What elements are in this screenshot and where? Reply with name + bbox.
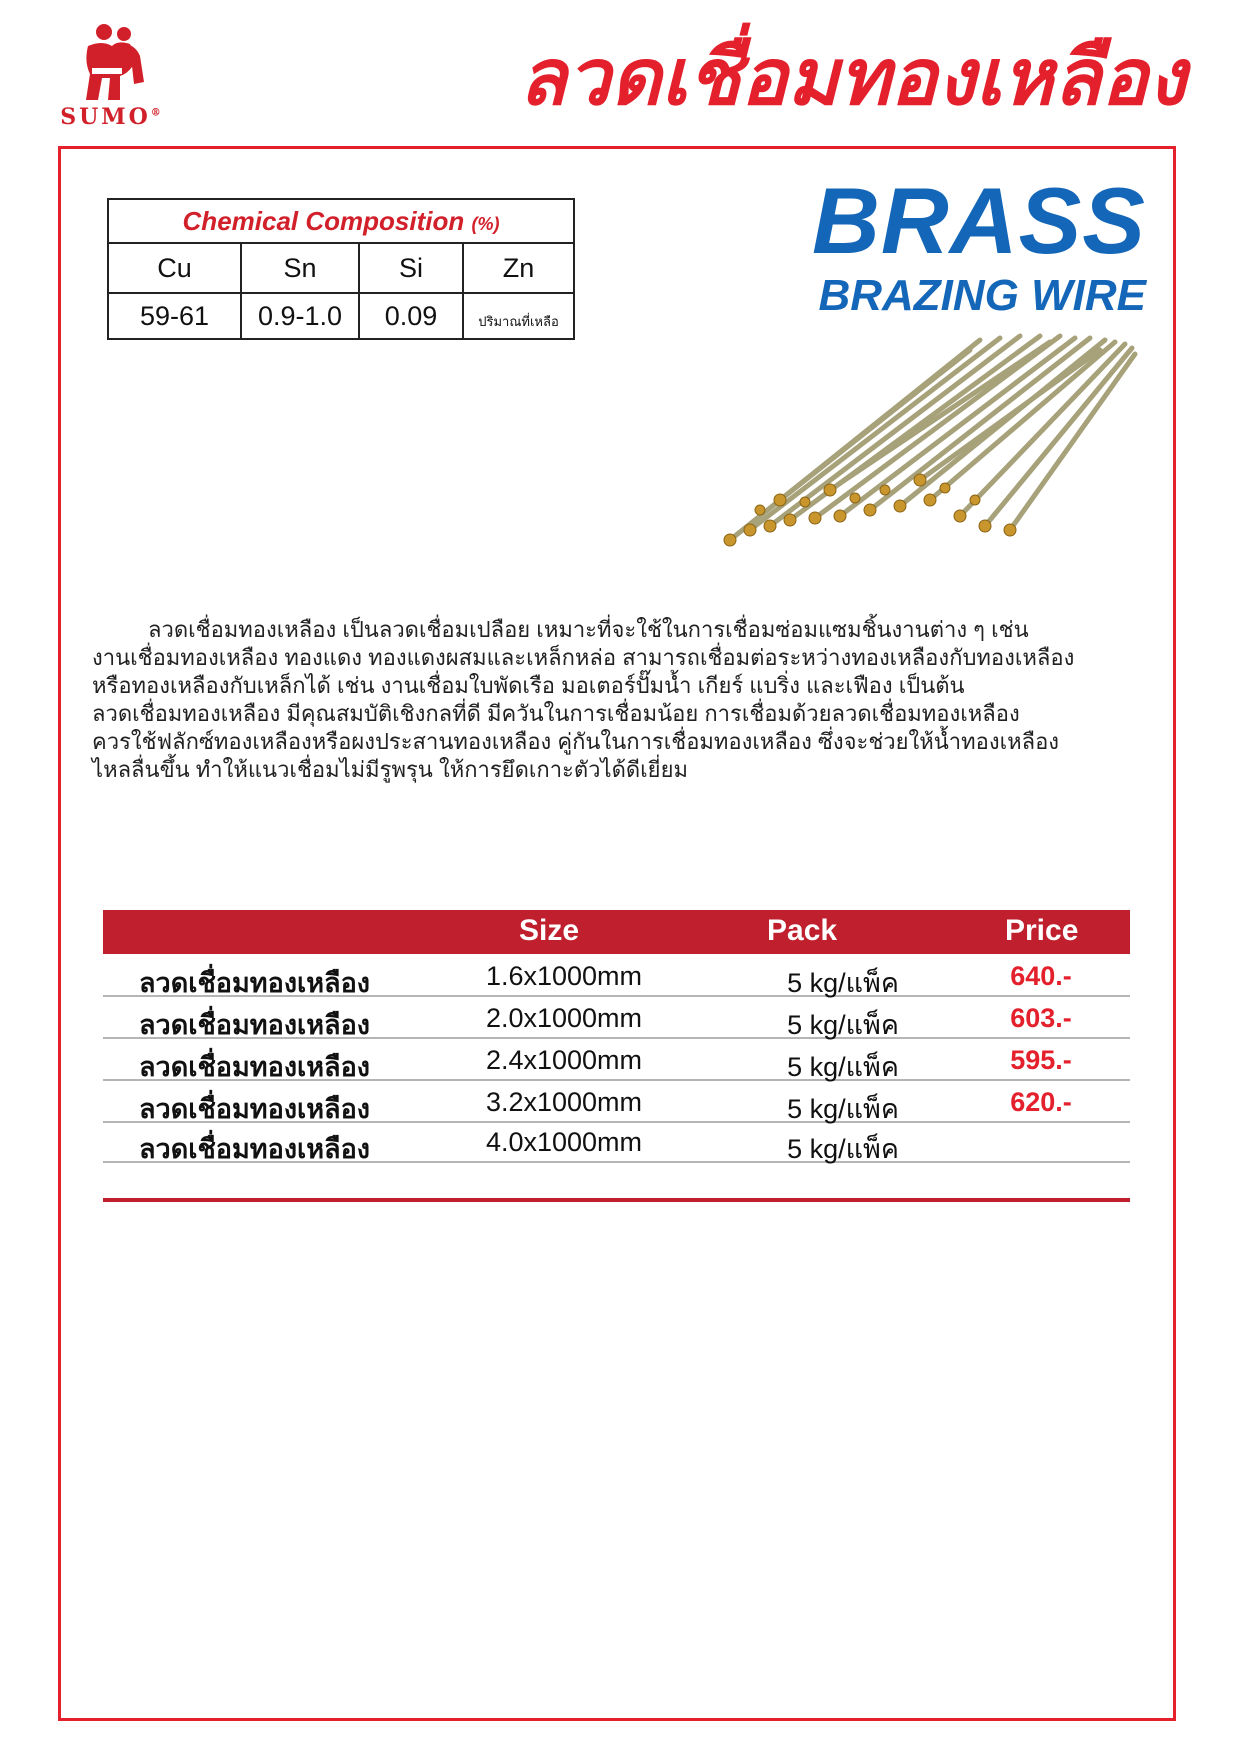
product-name: BRASS [811,168,1146,273]
description-line: งานเชื่อมทองเหลือง ทองแดง ทองแดงผสมและเหล็กหล่อ สามารถเชื่อมต่อระหว่างทองเหลืองกับทองเหลือง [92,645,1075,670]
pack-cell: 5 kg/แพ็ค [787,968,899,998]
size-cell: 3.2x1000mm [485,1087,643,1117]
header-zn: Zn [463,243,574,293]
description-line: ไหลลื่นขึ้น ทำให้แนวเชื่อมไม่มีรูพรุน ให้การยึดเกาะตัวได้ดีเยี่ยม [92,757,688,782]
composition-caption: Chemical Composition (%) [108,199,574,243]
page-title: ลวดเชื่อมทองเหลือง [518,33,1186,121]
pack-column-header: Pack [767,914,838,947]
table-footer-rule [103,1198,1130,1202]
pack-cell: 5 kg/แพ็ค [787,1134,899,1164]
header-si: Si [359,243,463,293]
value-sn: 0.9-1.0 [241,293,359,339]
value-cu: 59-61 [108,293,241,339]
table-row [103,1039,1130,1081]
description-line: หรือทองเหลืองกับเหล็กได้ เช่น งานเชื่อมใบพัดเรือ มอเตอร์ปั๊มน้ำ เกียร์ แบริ่ง และเฟือง เป็นต้น [92,673,965,698]
product-subtitle: BRAZING WIRE [818,271,1146,320]
pack-cell: 5 kg/แพ็ค [787,1094,899,1124]
price-cell: 640.- [1010,961,1072,991]
product-name-cell: ลวดเชื่อมทองเหลือง [139,968,370,998]
product-name-cell: ลวดเชื่อมทองเหลือง [139,1134,370,1164]
header-sn: Sn [241,243,359,293]
pack-cell: 5 kg/แพ็ค [787,1010,899,1040]
price-cell: 620.- [1010,1087,1072,1117]
size-cell: 1.6x1000mm [485,961,643,991]
header-cu: Cu [108,243,241,293]
price-cell: 603.- [1010,1003,1072,1033]
product-name-cell: ลวดเชื่อมทองเหลือง [139,1094,370,1124]
product-brand [811,168,1146,320]
product-name-cell: ลวดเชื่อมทองเหลือง [139,1052,370,1082]
sumo-logo [56,22,168,134]
description-line: ลวดเชื่อมทองเหลือง เป็นลวดเชื่อมเปลือย เหมาะที่จะใช้ในการเชื่อมซ่อมแซมชิ้นงานต่าง ๆ เช่น [148,617,1029,642]
size-cell: 2.0x1000mm [485,1003,643,1033]
table-row [103,1121,1130,1163]
product-description [92,616,1142,784]
wrestler-icon [74,22,150,104]
price-cell: 595.- [1010,1045,1072,1075]
chemical-composition-table [107,198,575,340]
price-table-header [103,910,1130,954]
description-line: ลวดเชื่อมทองเหลือง มีคุณสมบัติเชิงกลที่ดี มีควันในการเชื่อมน้อย การเชื่อมด้วยลวดเชื่อมทองเหลือง [92,701,1020,726]
pack-cell: 5 kg/แพ็ค [787,1052,899,1082]
size-cell: 2.4x1000mm [485,1045,643,1075]
size-cell: 4.0x1000mm [485,1127,643,1157]
logo-wordmark: SUMO® [60,104,164,130]
product-name-cell: ลวดเชื่อมทองเหลือง [139,1010,370,1040]
description-line: ควรใช้ฟลักซ์ทองเหลืองหรือผงประสานทองเหลือง คู่กันในการเชื่อมทองเหลือง ซึ่งจะช่วยให้น้ำทองเหลือง [92,729,1060,754]
value-si: 0.09 [359,293,463,339]
size-column-header: Size [519,914,580,947]
brass-wires-image [720,330,1140,560]
value-zn: ปริมาณที่เหลือ [463,293,574,339]
table-row [103,955,1130,997]
price-column-header: Price [1005,914,1079,947]
table-row [103,1081,1130,1123]
table-row [103,997,1130,1039]
